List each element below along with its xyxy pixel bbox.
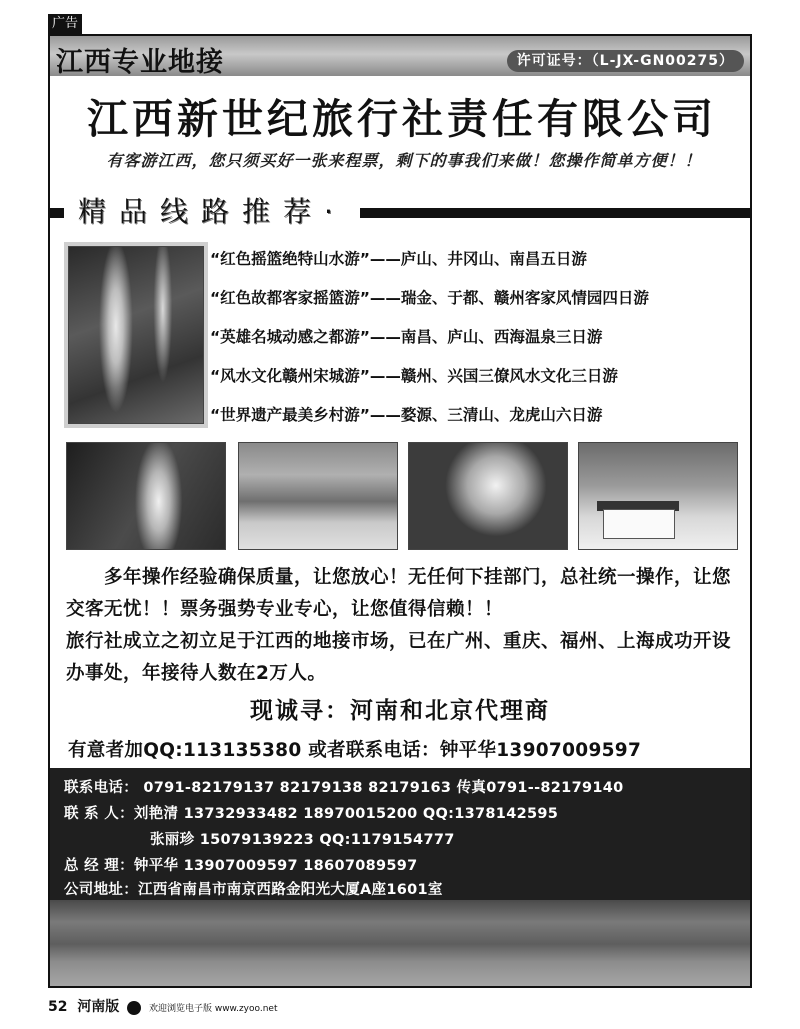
ad-label: 广告 bbox=[48, 14, 82, 34]
advertisement-frame bbox=[48, 34, 752, 988]
water-photo bbox=[50, 900, 750, 988]
website-link[interactable]: 欢迎浏览电子版 www.zyoo.net bbox=[148, 1004, 278, 1014]
description-paragraph: 旅行社成立之初立足于江西的地接市场，已在广州、重庆、福州、上海成功开设办事处，年接待人数在2万人。 bbox=[66, 631, 732, 684]
company-name: 江西新世纪旅行社责任有限公司 bbox=[87, 95, 717, 143]
old-house-thumbnail bbox=[578, 442, 738, 550]
qq-contact-line: 有意者加QQ:113135380 或者联系电话：钟平华13907009597 bbox=[68, 740, 642, 761]
edition-label: 河南版 bbox=[77, 999, 120, 1015]
agent-recruitment: 现诚寻：河南和北京代理商 bbox=[250, 698, 550, 724]
contact-panel bbox=[50, 768, 750, 900]
page-number: 52 bbox=[48, 999, 68, 1015]
header-bar bbox=[50, 36, 750, 76]
contact-person-2: 张丽珍 15079139223 QQ:1179154777 bbox=[150, 832, 455, 848]
cave-thumbnail bbox=[408, 442, 568, 550]
route-item: “红色摇篮绝特山水游”——庐山、井冈山、南昌五日游 bbox=[210, 250, 587, 268]
edition-badge-icon bbox=[127, 1001, 141, 1015]
general-manager: 总 经 理：钟平华 13907009597 18607089597 bbox=[64, 858, 418, 874]
route-item: “红色故都客家摇篮游”——瑞金、于都、赣州客家风情园四日游 bbox=[210, 289, 649, 307]
contact-phone: 联系电话： 0791-82179137 82179138 82179163 传真0791--82179140 bbox=[64, 780, 624, 796]
page-footer bbox=[48, 996, 752, 1018]
route-item: “英雄名城动感之都游”——南昌、庐山、西海温泉三日游 bbox=[210, 328, 603, 346]
waterfall-photo bbox=[68, 246, 204, 424]
company-address: 公司地址：江西省南昌市南京西路金阳光大厦A座1601室 bbox=[64, 882, 443, 898]
route-list bbox=[210, 244, 750, 439]
license-number: 许可证号：（L-JX-GN00275） bbox=[507, 50, 744, 72]
route-item: “风水文化赣州宋城游”——赣州、兴国三僚风水文化三日游 bbox=[210, 367, 618, 385]
header-title: 江西专业地接 bbox=[56, 47, 224, 78]
waterfall-thumbnail bbox=[66, 442, 226, 550]
route-item: “世界遗产最美乡村游”——婺源、三清山、龙虎山六日游 bbox=[210, 406, 603, 424]
description bbox=[66, 562, 738, 690]
village-field-thumbnail bbox=[238, 442, 398, 550]
slogan: 有客游江西，您只须买好一张来程票，剩下的事我们来做！您操作简单方便！！ bbox=[106, 151, 702, 170]
description-paragraph: 多年操作经验确保质量，让您放心！无任何下挂部门，总社统一操作，让您交客无忧！！票务强势专业专心，让您值得信赖！！ bbox=[66, 567, 732, 620]
section-title: 精品线路推荐· bbox=[64, 192, 360, 232]
contact-person-1: 联 系 人：刘艳清 13732933482 18970015200 QQ:1378142595 bbox=[64, 806, 559, 822]
house bbox=[603, 509, 675, 539]
